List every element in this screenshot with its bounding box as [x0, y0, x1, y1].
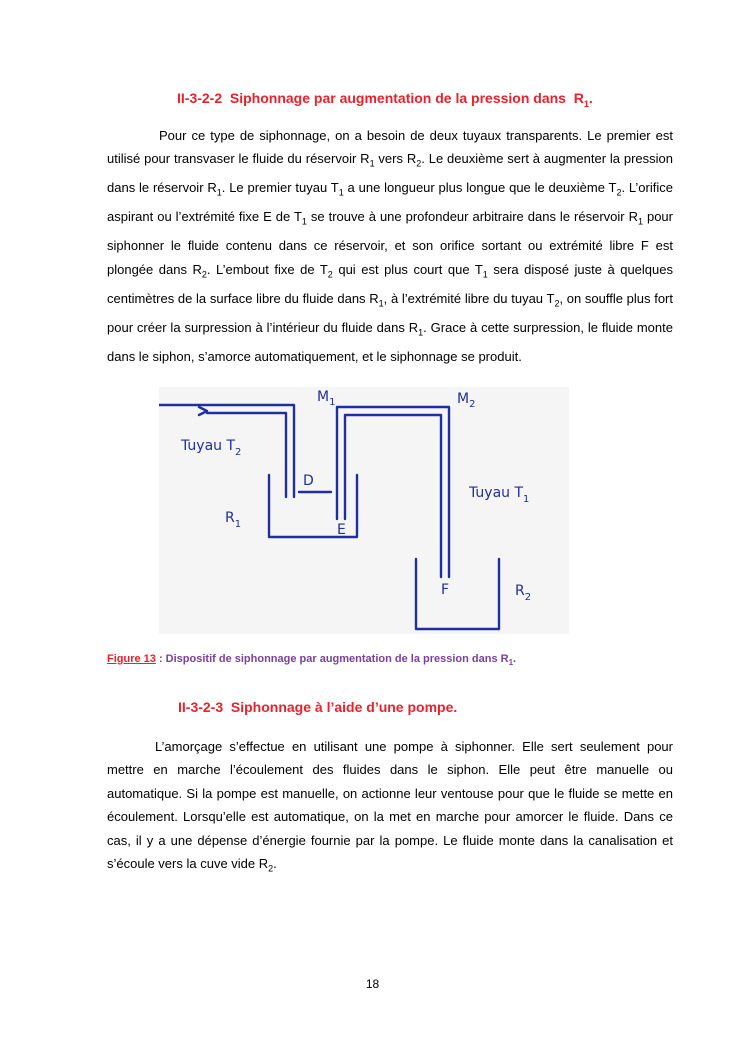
text-run: pour siphonner le fluide contenu dans ce réservoir, et son orifice sortant ou extrémité libre F est plongée dans R [107, 209, 673, 277]
subscript: 1 [338, 188, 344, 198]
subscript: 2 [201, 269, 207, 280]
subscript: 1 [301, 217, 307, 227]
label-m1: $M_1$ [317, 389, 336, 408]
subscript: 1 [378, 298, 384, 309]
reservoir-r2 [416, 559, 499, 629]
tuyau-t1-inner [345, 415, 441, 577]
text-run: . [273, 856, 277, 872]
siphon-diagram-figure [159, 387, 569, 634]
text-run: . Le premier tuyau T [221, 180, 339, 196]
subscript: 1 [637, 217, 643, 227]
caption-tail: . [513, 653, 517, 665]
heading-number: II-3-2-2 [177, 90, 223, 106]
subscript: 2 [268, 863, 274, 874]
subscript: 2 [416, 159, 422, 169]
page-number: 18 [365, 977, 380, 991]
tuyau-t2-bottom-line [207, 413, 286, 497]
subscript: 2 [327, 269, 333, 280]
subscript: 1 [418, 327, 424, 338]
text-run: . L’orifice aspirant ou l’extrémité fixe E de T [107, 180, 673, 225]
figure-number: Figure 13 [107, 653, 156, 665]
subscript: 2 [616, 188, 622, 198]
text-run: . L’embout fixe de T [206, 261, 328, 277]
section-heading-ii-3-2-2 [177, 90, 593, 109]
subscript: 1 [216, 188, 222, 198]
text-run: se trouve à une profondeur arbitraire dans le réservoir R [306, 209, 638, 225]
text-run: , on souffle plus fort pour créer la surpression à l’intérieur du fluide dans R [107, 290, 673, 335]
tuyau-t1-outer [337, 407, 449, 577]
label-d: D [303, 473, 314, 489]
subscript: 1 [369, 159, 375, 169]
text-run: a une longueur plus longue que le deuxième T [343, 180, 617, 196]
label-e: E [337, 522, 346, 538]
label-tuyau-t1: Tuyau $T_1$ [469, 485, 530, 505]
siphon-diagram-svg [159, 387, 569, 634]
section-heading-ii-3-2-3 [178, 699, 457, 715]
heading-symbol: R [573, 90, 584, 106]
label-r2: $R_2$ [515, 583, 532, 603]
caption-sub: 1 [508, 658, 514, 668]
heading-tail: . [588, 90, 593, 106]
arrow-head [199, 407, 207, 415]
text-run: . Le deuxième sert à augmenter la pression dans le réservoir R [107, 151, 674, 196]
text-run: sera disposé juste à quelques centimètres de la surface libre du fluide dans R [107, 261, 673, 306]
label-m2: $M_2$ [457, 391, 476, 410]
text-run: vers R [374, 151, 417, 167]
text-run: , à l’extrémité libre du tuyau T [383, 290, 555, 306]
label-f: F [441, 582, 450, 598]
text-run: . Grace à cette surpression, le fluide monte dans le siphon, s’amorce automatiquement, et le siphonnage se produit. [107, 319, 673, 364]
heading2-title: Siphonnage à l’aide d’une pompe. [230, 699, 458, 715]
label-tuyau-t2: Tuyau $T_2$ [181, 438, 242, 458]
paragraph-siphonnage-pression [107, 124, 673, 368]
paragraph-pompe [107, 735, 673, 881]
heading-sub: 1 [583, 98, 589, 109]
heading-title: Siphonnage par augmentation de la pression dans [229, 90, 566, 106]
text-run: qui est plus court que T [332, 261, 483, 277]
subscript: 2 [554, 298, 560, 309]
text-run: L’amorçage s’effectue en utilisant une pompe à siphonner. Elle sert seulement pour mettre en marche l’écoulement des fluides dans le siphon. Elle peut être manuelle ou automatique. Si la pompe est manuelle, on actionne leur ventouse pour que le fluide se mette en écoulement. Lorsqu’elle est automatique, on la met en marche pour amorcer le fluide. Dans ce cas, il y a une dépense d’énergie fournie par la pompe. Le fluide monte dans la canalisation et s’écoule vers la cuve vide R [107, 739, 673, 872]
subscript: 1 [482, 269, 488, 280]
text-run: Pour ce type de siphonnage, on a besoin de deux tuyaux transparents. Le premier est utilisé pour transvaser le fluide du réservoir R [107, 128, 673, 167]
figure-caption [107, 653, 516, 667]
label-r1: $R_1$ [225, 510, 242, 530]
heading2-number: II-3-2-3 [178, 699, 224, 715]
caption-text: : Dispositif de siphonnage par augmentation de la pression dans R [155, 653, 509, 665]
